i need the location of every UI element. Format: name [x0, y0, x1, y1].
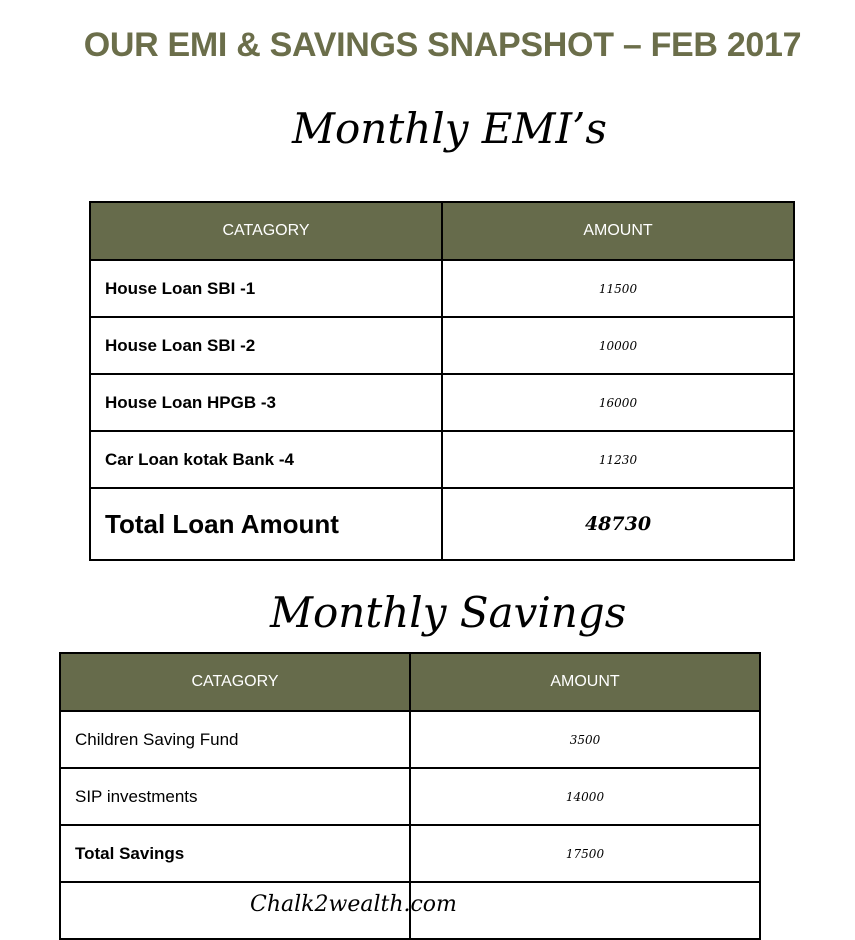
table-row — [90, 431, 794, 488]
column-header-category: CATAGORY — [60, 653, 410, 711]
table-row — [90, 260, 794, 317]
amount-cell: 11230 — [442, 431, 794, 488]
total-label-cell: Total Loan Amount — [90, 488, 442, 560]
table-row — [90, 374, 794, 431]
table-row — [60, 711, 760, 768]
category-cell: SIP investments — [60, 768, 410, 825]
emi-section-title: Monthly EMI’s — [292, 104, 607, 153]
column-header-amount: AMOUNT — [410, 653, 760, 711]
amount-cell: 11500 — [442, 260, 794, 317]
watermark: Chalk2wealth.com — [250, 892, 457, 917]
column-header-category: CATAGORY — [90, 202, 442, 260]
category-cell: Car Loan kotak Bank -4 — [90, 431, 442, 488]
category-cell: House Loan SBI -1 — [90, 260, 442, 317]
total-row — [90, 488, 794, 560]
table-row — [90, 317, 794, 374]
table-header-row — [60, 653, 760, 711]
amount-cell: 3500 — [410, 711, 760, 768]
column-header-amount: AMOUNT — [442, 202, 794, 260]
total-amount-cell: 48730 — [442, 488, 794, 560]
total-label-cell: Total Savings — [60, 825, 410, 882]
total-amount-cell: 17500 — [410, 825, 760, 882]
amount-cell: 14000 — [410, 768, 760, 825]
total-row — [60, 825, 760, 882]
table-header-row — [90, 202, 794, 260]
emi-table — [89, 201, 795, 561]
category-cell: House Loan HPGB -3 — [90, 374, 442, 431]
savings-section-title: Monthly Savings — [270, 588, 627, 637]
amount-cell: 16000 — [442, 374, 794, 431]
amount-cell: 10000 — [442, 317, 794, 374]
empty-cell — [410, 882, 760, 939]
table-row — [60, 768, 760, 825]
category-cell: Children Saving Fund — [60, 711, 410, 768]
page-title: OUR EMI & SAVINGS SNAPSHOT – FEB 2017 — [83, 26, 802, 64]
category-cell: House Loan SBI -2 — [90, 317, 442, 374]
